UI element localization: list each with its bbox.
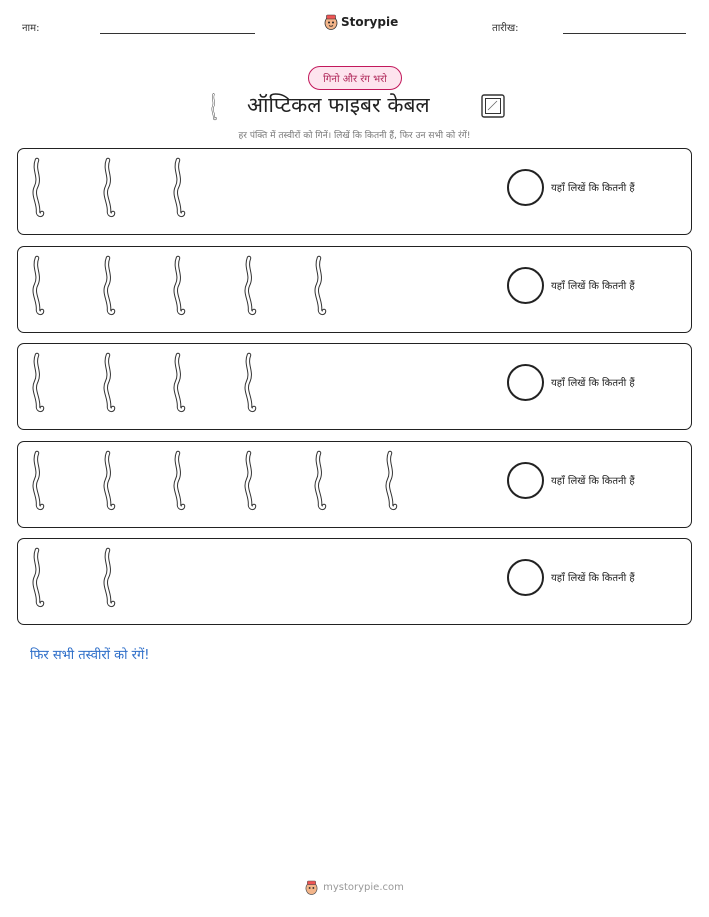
brand-name: Storypie (341, 15, 399, 29)
optical-fiber-cable-icon[interactable] (381, 450, 401, 512)
storypie-mascot-icon (305, 880, 318, 895)
date-label: तारीख: (492, 23, 519, 34)
brand-logo (324, 14, 398, 30)
count-row (17, 343, 692, 430)
answer-circle[interactable] (507, 267, 544, 304)
answer-circle[interactable] (507, 559, 544, 596)
optical-fiber-cable-icon[interactable] (28, 157, 48, 219)
answer-label: यहाँ लिखें कि कितनी हैं (551, 378, 635, 389)
optical-fiber-cable-icon[interactable] (99, 547, 119, 609)
optical-fiber-cable-icon[interactable] (240, 352, 260, 414)
date-line[interactable] (563, 33, 686, 34)
answer-circle[interactable] (507, 462, 544, 499)
coloring-note: फिर सभी तस्वीरों को रंगें! (30, 648, 150, 663)
title-area (205, 91, 515, 121)
footer-brand (0, 880, 709, 895)
optical-fiber-cable-icon[interactable] (310, 255, 330, 317)
count-row (17, 148, 692, 235)
page-title: ऑप्टिकल फाइबर केबल (247, 93, 430, 117)
name-label: नाम: (22, 23, 40, 34)
count-row (17, 441, 692, 528)
answer-label: यहाँ लिखें कि कितनी हैं (551, 573, 635, 584)
optical-fiber-cable-icon[interactable] (169, 450, 189, 512)
optical-fiber-cable-icon[interactable] (99, 157, 119, 219)
optical-fiber-cable-icon[interactable] (169, 352, 189, 414)
answer-label: यहाँ लिखें कि कितनी हैं (551, 183, 635, 194)
answer-circle[interactable] (507, 364, 544, 401)
optical-fiber-cable-icon[interactable] (310, 450, 330, 512)
optical-fiber-cable-icon[interactable] (240, 255, 260, 317)
optical-fiber-cable-icon[interactable] (28, 547, 48, 609)
storypie-mascot-icon (324, 14, 338, 30)
optical-fiber-cable-icon[interactable] (99, 255, 119, 317)
count-row (17, 538, 692, 625)
optical-fiber-cable-icon[interactable] (169, 157, 189, 219)
footer-site: mystorypie.com (323, 882, 404, 893)
optical-fiber-cable-icon[interactable] (28, 255, 48, 317)
optical-fiber-cable-icon[interactable] (169, 255, 189, 317)
name-line[interactable] (100, 33, 255, 34)
activity-badge: गिनो और रंग भरो (308, 66, 402, 90)
optical-fiber-cable-icon[interactable] (99, 450, 119, 512)
optical-fiber-cable-icon[interactable] (28, 450, 48, 512)
answer-label: यहाँ लिखें कि कितनी हैं (551, 280, 635, 292)
count-row (17, 246, 692, 333)
instruction-text: हर पंक्ति में तस्वीरों को गिनें। लिखें कि कितनी हैं, फिर उन सभी को रंगें! (238, 131, 471, 141)
optical-fiber-cable-icon (208, 93, 220, 121)
answer-label: यहाँ लिखें कि कितनी हैं (551, 475, 635, 487)
optical-fiber-cable-icon[interactable] (28, 352, 48, 414)
monitor-icon (481, 94, 505, 118)
optical-fiber-cable-icon[interactable] (99, 352, 119, 414)
optical-fiber-cable-icon[interactable] (240, 450, 260, 512)
answer-circle[interactable] (507, 169, 544, 206)
